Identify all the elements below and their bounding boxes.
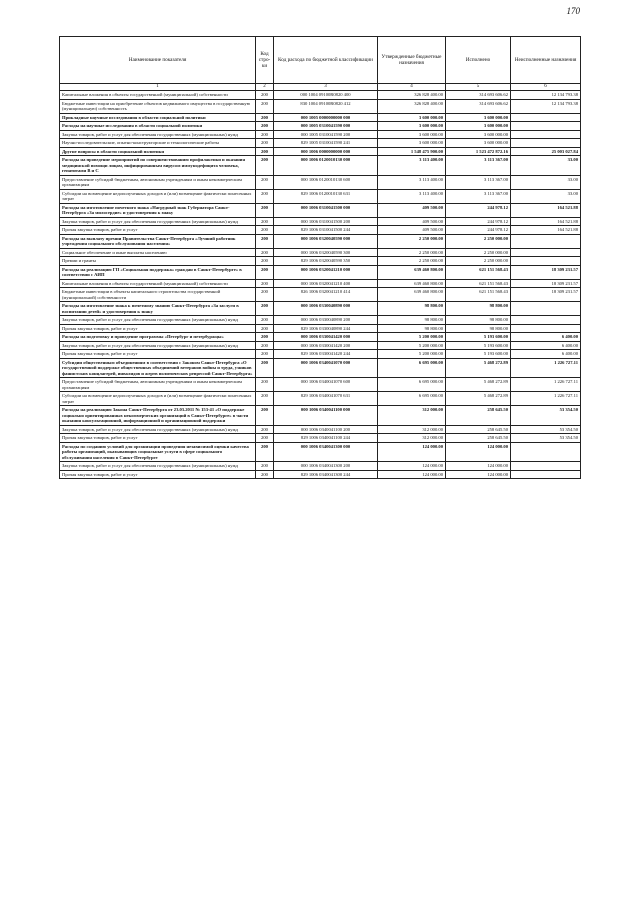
row-unexecuted-amount: 1 226 727.11: [511, 378, 581, 392]
row-approved-amount: 1 548 475 900.00: [378, 147, 446, 156]
row-approved-amount: 3 600 000.00: [378, 122, 446, 131]
table-row: [60, 226, 581, 235]
row-name: Бюджетные инвестиции на приобретение объектов недвижимого имущества в государственную (муниципальную) собственность: [60, 99, 256, 113]
table-row: [60, 203, 581, 217]
row-name: Расходы на реализацию ГП «Социальная поддержка» граждан в Санкт-Петербурге» в соответствии с АИП: [60, 265, 256, 279]
row-unexecuted-amount: 164 521.88: [511, 217, 581, 226]
row-name: Закупка товаров, работ и услуг для обеспечения государственных (муниципальных) нужд: [60, 341, 256, 350]
table-row: [60, 316, 581, 325]
row-unexecuted-amount: 25 003 027.84: [511, 147, 581, 156]
row-executed-amount: 314 693 606.62: [446, 91, 511, 100]
header-budget-code: Код расхода по бюджетной классификации: [274, 37, 378, 84]
row-budget-code: 000 1006 0310041500 000: [274, 203, 378, 217]
row-line-code: 200: [256, 99, 274, 113]
row-executed-amount: 621 151 568.43: [446, 288, 511, 302]
row-unexecuted-amount: 164 521.88: [511, 226, 581, 235]
row-budget-code: 000 1006 0340041300 000: [274, 442, 378, 462]
row-unexecuted-amount: [511, 316, 581, 325]
header-indicator-name: Наименование показателя: [60, 37, 256, 84]
row-budget-code: 000 1006 0330041420 000: [274, 333, 378, 342]
row-name: Предоставление субсидий бюджетным, автономным учреждениям и иным некоммерческим организациям: [60, 175, 256, 189]
row-name: Бюджетные инвестиции в объекты капитального строительства государственной (муниципальной) собственности: [60, 288, 256, 302]
row-budget-code: 829 1006 0340041100 244: [274, 434, 378, 443]
row-unexecuted-amount: [511, 122, 581, 131]
row-line-code: 200: [256, 392, 274, 406]
row-budget-code: 000 1006 0330041420 200: [274, 341, 378, 350]
row-name: Прочая закупка товаров, работ и услуг: [60, 226, 256, 235]
row-approved-amount: 98 800.00: [378, 324, 446, 333]
row-budget-code: 000 1006 0330040890 200: [274, 316, 378, 325]
row-budget-code: 829 1006 0340041300 244: [274, 470, 378, 479]
row-approved-amount: 312 000.00: [378, 425, 446, 434]
row-line-code: 200: [256, 122, 274, 131]
row-budget-code: 000 1006 0330040890 000: [274, 302, 378, 316]
row-budget-code: 000 1006 0120010130 000: [274, 156, 378, 176]
row-unexecuted-amount: 12 134 793.38: [511, 99, 581, 113]
table-row: [60, 175, 581, 189]
table-row: [60, 189, 581, 203]
row-budget-code: 829 1005 0310041590 241: [274, 139, 378, 148]
row-line-code: 200: [256, 279, 274, 288]
table-row: [60, 462, 581, 471]
column-number: 5: [446, 84, 511, 91]
row-unexecuted-amount: 1 226 727.11: [511, 392, 581, 406]
row-unexecuted-amount: 18 309 231.57: [511, 279, 581, 288]
row-name: Социальное обеспечение и иные выплаты населению: [60, 248, 256, 257]
row-line-code: 200: [256, 203, 274, 217]
table-row: [60, 279, 581, 288]
table-row: [60, 434, 581, 443]
row-executed-amount: 1 523 472 872.16: [446, 147, 511, 156]
row-line-code: 200: [256, 470, 274, 479]
row-line-code: 200: [256, 175, 274, 189]
row-executed-amount: 621 151 568.43: [446, 265, 511, 279]
header-executed: Исполнено: [446, 37, 511, 84]
row-name: Расходы по созданию условий для организации проведения независимой оценки качества работы организаций, оказывающих социальные услуги в сфере социального обслуживания населения в Санкт-Петербурге: [60, 442, 256, 462]
table-row: [60, 91, 581, 100]
table-row: [60, 392, 581, 406]
row-executed-amount: 2 250 000.00: [446, 248, 511, 257]
table-row: [60, 248, 581, 257]
row-executed-amount: 2 250 000.00: [446, 257, 511, 266]
row-approved-amount: 2 250 000.00: [378, 234, 446, 248]
row-line-code: 200: [256, 91, 274, 100]
row-line-code: 200: [256, 316, 274, 325]
row-name: Прикладные научные исследования в области социальной политики: [60, 113, 256, 122]
row-budget-code: 830 1004 09100R0820 412: [274, 99, 378, 113]
row-executed-amount: 124 000.00: [446, 470, 511, 479]
row-executed-amount: 5 193 600.00: [446, 350, 511, 359]
row-line-code: 200: [256, 406, 274, 426]
table-row: [60, 147, 581, 156]
row-approved-amount: 98 800.00: [378, 316, 446, 325]
column-number: 1: [60, 84, 256, 91]
row-budget-code: 000 1005 0000000000 000: [274, 113, 378, 122]
row-executed-amount: 244 978.12: [446, 226, 511, 235]
row-unexecuted-amount: [511, 139, 581, 148]
row-executed-amount: 3 600 000.00: [446, 130, 511, 139]
row-approved-amount: 124 000.00: [378, 462, 446, 471]
table-row: [60, 99, 581, 113]
row-approved-amount: 639 460 800.00: [378, 279, 446, 288]
row-line-code: 200: [256, 217, 274, 226]
row-executed-amount: 314 693 606.62: [446, 99, 511, 113]
row-budget-code: 829 1006 0120010130 631: [274, 189, 378, 203]
row-executed-amount: 258 645.50: [446, 425, 511, 434]
row-approved-amount: 639 460 800.00: [378, 288, 446, 302]
row-unexecuted-amount: 12 134 793.38: [511, 91, 581, 100]
row-approved-amount: 3 113 400.00: [378, 189, 446, 203]
row-name: Прочая закупка товаров, работ и услуг: [60, 350, 256, 359]
table-row: [60, 234, 581, 248]
header-unexecuted: Неисполненные назначения: [511, 37, 581, 84]
row-budget-code: 000 1006 0320040590 000: [274, 234, 378, 248]
row-line-code: 200: [256, 156, 274, 176]
table-row: [60, 113, 581, 122]
row-line-code: 200: [256, 333, 274, 342]
header-line-code: Код стро-ки: [256, 37, 274, 84]
row-budget-code: 000 1006 0320041210 000: [274, 265, 378, 279]
row-unexecuted-amount: 53 354.50: [511, 425, 581, 434]
row-budget-code: 829 1006 0340041070 631: [274, 392, 378, 406]
row-unexecuted-amount: 6 400.00: [511, 341, 581, 350]
row-unexecuted-amount: [511, 234, 581, 248]
row-line-code: 200: [256, 425, 274, 434]
row-approved-amount: 3 113 400.00: [378, 175, 446, 189]
row-budget-code: 000 1006 0320040590 300: [274, 248, 378, 257]
row-line-code: 200: [256, 234, 274, 248]
row-approved-amount: 124 000.00: [378, 470, 446, 479]
row-executed-amount: 3 600 000.00: [446, 122, 511, 131]
table-row: [60, 333, 581, 342]
row-line-code: 200: [256, 147, 274, 156]
row-line-code: 200: [256, 226, 274, 235]
row-line-code: 200: [256, 257, 274, 266]
row-name: Другие вопросы в области социальной политики: [60, 147, 256, 156]
column-number: 2: [256, 84, 274, 91]
row-budget-code: 000 1006 0340041300 200: [274, 462, 378, 471]
row-unexecuted-amount: 164 521.88: [511, 203, 581, 217]
row-line-code: 200: [256, 302, 274, 316]
table-row: [60, 341, 581, 350]
column-number: 6: [511, 84, 581, 91]
row-budget-code: 000 1006 0320041210 400: [274, 279, 378, 288]
row-executed-amount: 244 978.12: [446, 203, 511, 217]
row-budget-code: 000 1005 0310041590 200: [274, 130, 378, 139]
row-budget-code: 826 1006 0320041210 414: [274, 288, 378, 302]
row-approved-amount: 326 828 400.00: [378, 99, 446, 113]
budget-execution-table: [59, 36, 581, 479]
row-line-code: 200: [256, 189, 274, 203]
row-name: Расходы на научные исследования в области социальной политики: [60, 122, 256, 131]
row-name: Закупка товаров, работ и услуг для обеспечения государственных (муниципальных) нужд: [60, 316, 256, 325]
row-budget-code: 000 1006 0340041100 000: [274, 406, 378, 426]
row-unexecuted-amount: 33.00: [511, 175, 581, 189]
row-name: Закупка товаров, работ и услуг для обеспечения государственных (муниципальных) нужд: [60, 217, 256, 226]
row-approved-amount: 639 460 800.00: [378, 265, 446, 279]
row-budget-code: 000 1006 0340041100 200: [274, 425, 378, 434]
row-unexecuted-amount: 6 400.00: [511, 333, 581, 342]
row-name: Прочая закупка товаров, работ и услуг: [60, 434, 256, 443]
row-line-code: 200: [256, 248, 274, 257]
row-approved-amount: 6 695 000.00: [378, 392, 446, 406]
page-number: 170: [566, 6, 580, 16]
row-approved-amount: 2 250 000.00: [378, 257, 446, 266]
row-unexecuted-amount: 6 400.00: [511, 350, 581, 359]
row-name: Субсидии на возмещение недополученных доходов и (или) возмещение фактически понесенных затрат: [60, 189, 256, 203]
row-name: Расходы на реализацию Закона Санкт-Петербурга от 23.03.2011 № 153-41 «О поддержке социально ориентированных некоммерческих организаций в Санкт-Петербурге» в части оказания консультационной, информационной и организационной поддержки: [60, 406, 256, 426]
row-name: Расходы на подготовку и проведение программы «Петербург и петербуржцы»: [60, 333, 256, 342]
row-budget-code: 829 1006 0310041500 244: [274, 226, 378, 235]
row-name: Закупка товаров, работ и услуг для обеспечения государственных (муниципальных) нужд: [60, 425, 256, 434]
row-executed-amount: 3 600 000.00: [446, 113, 511, 122]
row-name: Закупка товаров, работ и услуг для обеспечения государственных (муниципальных) нужд: [60, 462, 256, 471]
row-line-code: 200: [256, 462, 274, 471]
table-row: [60, 324, 581, 333]
row-unexecuted-amount: [511, 257, 581, 266]
row-line-code: 200: [256, 130, 274, 139]
row-unexecuted-amount: 18 309 231.57: [511, 265, 581, 279]
row-budget-code: 829 1006 0330041420 244: [274, 350, 378, 359]
row-executed-amount: 621 151 568.43: [446, 279, 511, 288]
table-row: [60, 265, 581, 279]
row-name: Капитальные вложения в объекты государственной (муниципальной) собственности: [60, 91, 256, 100]
row-executed-amount: 5 193 600.00: [446, 341, 511, 350]
row-name: Расходы на проведение мероприятий по совершенствованию профилактики и оказания медицинской помощи лицам, инфицированным вирусом иммунодефицита человека, гепатитами В и С: [60, 156, 256, 176]
row-unexecuted-amount: [511, 302, 581, 316]
row-line-code: 200: [256, 442, 274, 462]
row-executed-amount: 98 800.00: [446, 324, 511, 333]
table-row: [60, 358, 581, 378]
row-line-code: 200: [256, 113, 274, 122]
row-line-code: 200: [256, 324, 274, 333]
row-executed-amount: 3 113 367.00: [446, 189, 511, 203]
row-line-code: 200: [256, 378, 274, 392]
row-unexecuted-amount: [511, 248, 581, 257]
table-row: [60, 378, 581, 392]
row-approved-amount: 3 600 000.00: [378, 130, 446, 139]
table-row: [60, 442, 581, 462]
row-name: Субсидии на возмещение недополученных доходов и (или) возмещение фактически понесенных затрат: [60, 392, 256, 406]
row-line-code: 200: [256, 265, 274, 279]
row-approved-amount: 3 600 000.00: [378, 139, 446, 148]
row-executed-amount: 5 468 272.89: [446, 392, 511, 406]
row-budget-code: 000 1005 0310041590 000: [274, 122, 378, 131]
row-unexecuted-amount: [511, 462, 581, 471]
row-executed-amount: 124 000.00: [446, 462, 511, 471]
row-name: Расходы на выплату премии Правительства Санкт-Петербурга «Лучший работник учреждения социального обслуживания населения»: [60, 234, 256, 248]
row-approved-amount: 6 695 000.00: [378, 378, 446, 392]
table-row: [60, 257, 581, 266]
row-name: Субсидии общественным объединениям в соответствии с Законом Санкт-Петербурга «О государственной поддержке общественных объединений ветеранов войны и труда, узников фашистских концлагерей, инвалидов и жертв политических репрессий Санкт-Петербурга»: [60, 358, 256, 378]
row-name: Расходы на изготовление знака к почетному званию Санкт-Петербурга «За заслуги в воспитании детей» и удостоверения к знаку: [60, 302, 256, 316]
row-unexecuted-amount: 33.00: [511, 156, 581, 176]
row-unexecuted-amount: [511, 442, 581, 462]
table-header-row: [60, 37, 581, 84]
row-unexecuted-amount: [511, 113, 581, 122]
row-line-code: 200: [256, 434, 274, 443]
row-line-code: 200: [256, 350, 274, 359]
row-unexecuted-amount: 53 354.50: [511, 434, 581, 443]
row-executed-amount: 244 978.12: [446, 217, 511, 226]
column-number: 3: [274, 84, 378, 91]
table-row: [60, 217, 581, 226]
row-unexecuted-amount: [511, 470, 581, 479]
row-name: Капитальные вложения в объекты государственной (муниципальной) собственности: [60, 279, 256, 288]
row-approved-amount: 2 250 000.00: [378, 248, 446, 257]
row-budget-code: 000 1006 0120010130 600: [274, 175, 378, 189]
row-executed-amount: 3 600 000.00: [446, 139, 511, 148]
row-approved-amount: 6 695 000.00: [378, 358, 446, 378]
row-unexecuted-amount: 53 354.50: [511, 406, 581, 426]
row-executed-amount: 258 645.50: [446, 406, 511, 426]
header-approved: Утвержденные бюджетные назначения: [378, 37, 446, 84]
table-row: [60, 156, 581, 176]
row-budget-code: 000 1006 0000000000 000: [274, 147, 378, 156]
row-name: Расходы на изготовление почетного знака «Нагрудный знак Губернатора Санкт-Петербурга «За милосердие» и удостоверения к знаку: [60, 203, 256, 217]
row-budget-code: 829 1006 0330040890 244: [274, 324, 378, 333]
row-executed-amount: 98 800.00: [446, 302, 511, 316]
row-line-code: 200: [256, 341, 274, 350]
row-approved-amount: 5 200 000.00: [378, 341, 446, 350]
row-executed-amount: 3 113 367.00: [446, 175, 511, 189]
row-budget-code: 000 1004 09100R0820 400: [274, 91, 378, 100]
row-approved-amount: 98 800.00: [378, 302, 446, 316]
row-unexecuted-amount: 18 309 231.57: [511, 288, 581, 302]
table-row: [60, 350, 581, 359]
row-line-code: 200: [256, 139, 274, 148]
row-approved-amount: 124 000.00: [378, 442, 446, 462]
table-row: [60, 130, 581, 139]
row-budget-code: 000 1006 0340041070 600: [274, 378, 378, 392]
row-name: Предоставление субсидий бюджетным, автономным учреждениям и иным некоммерческим организациям: [60, 378, 256, 392]
table-row: [60, 406, 581, 426]
row-line-code: 200: [256, 358, 274, 378]
table-row: [60, 139, 581, 148]
row-unexecuted-amount: 33.00: [511, 189, 581, 203]
row-approved-amount: 5 200 000.00: [378, 350, 446, 359]
row-approved-amount: 3 113 400.00: [378, 156, 446, 176]
row-unexecuted-amount: [511, 324, 581, 333]
row-budget-code: 829 1006 0320040590 350: [274, 257, 378, 266]
row-budget-code: 000 1006 0340041070 000: [274, 358, 378, 378]
row-line-code: 200: [256, 288, 274, 302]
row-approved-amount: 5 200 000.00: [378, 333, 446, 342]
row-unexecuted-amount: [511, 130, 581, 139]
row-executed-amount: 2 250 000.00: [446, 234, 511, 248]
row-executed-amount: 124 000.00: [446, 442, 511, 462]
row-executed-amount: 258 645.50: [446, 434, 511, 443]
row-approved-amount: 326 828 400.00: [378, 91, 446, 100]
table-row: [60, 288, 581, 302]
row-name: Научно-исследовательские, опытно-конструкторские и технологические работы: [60, 139, 256, 148]
row-name: Премии и гранты: [60, 257, 256, 266]
table-row: [60, 122, 581, 131]
row-executed-amount: 3 113 367.00: [446, 156, 511, 176]
row-approved-amount: 312 000.00: [378, 406, 446, 426]
table-row: [60, 425, 581, 434]
row-executed-amount: 98 800.00: [446, 316, 511, 325]
row-approved-amount: 409 500.00: [378, 203, 446, 217]
row-name: Закупка товаров, работ и услуг для обеспечения государственных (муниципальных) нужд: [60, 130, 256, 139]
row-executed-amount: 5 468 272.89: [446, 378, 511, 392]
row-approved-amount: 409 500.00: [378, 217, 446, 226]
row-approved-amount: 312 000.00: [378, 434, 446, 443]
table-row: [60, 470, 581, 479]
table-row: [60, 302, 581, 316]
row-name: Прочая закупка товаров, работ и услуг: [60, 324, 256, 333]
row-executed-amount: 5 193 600.00: [446, 333, 511, 342]
row-approved-amount: 409 500.00: [378, 226, 446, 235]
column-number: 4: [378, 84, 446, 91]
row-executed-amount: 5 468 272.89: [446, 358, 511, 378]
row-unexecuted-amount: 1 226 727.11: [511, 358, 581, 378]
row-budget-code: 000 1006 0310041500 200: [274, 217, 378, 226]
row-name: Прочая закупка товаров, работ и услуг: [60, 470, 256, 479]
column-number-row: [60, 84, 581, 91]
row-approved-amount: 3 600 000.00: [378, 113, 446, 122]
